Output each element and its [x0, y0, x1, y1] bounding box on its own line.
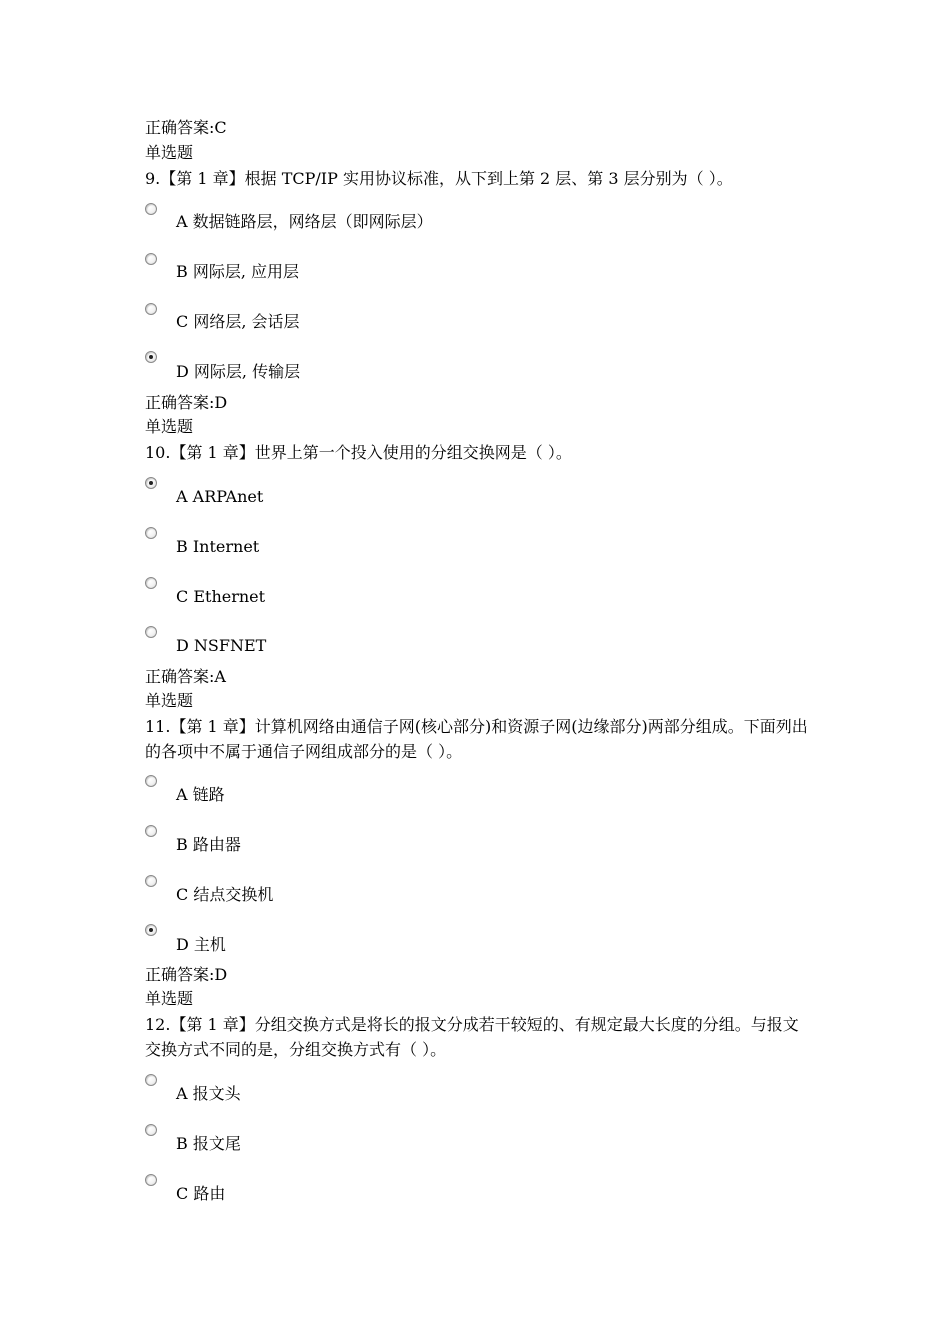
option-radio-12c[interactable] — [145, 1174, 157, 1186]
option-label-12b: B 报文尾 — [176, 1134, 241, 1153]
option-label-9a: A 数据链路层，网络层（即网际层） — [176, 212, 433, 231]
correct-answer-11: 正确答案:D — [145, 965, 228, 984]
question-12-text: 12.【第 1 章】分组交换方式是将长的报文分成若干较短的、有规定最大长度的分组。与报文交换方式不同的是，分组交换方式有（ ）。 — [145, 1015, 799, 1059]
option-radio-11c[interactable] — [145, 875, 157, 887]
option-label-10b: B Internet — [176, 537, 260, 556]
option-label-10c: C Ethernet — [176, 587, 266, 606]
option-label-12a: A 报文头 — [176, 1084, 241, 1103]
option-label-10d: D NSFNET — [176, 636, 267, 655]
option-radio-9c[interactable] — [145, 303, 157, 315]
option-radio-11a[interactable] — [145, 775, 157, 787]
option-label-11d: D 主机 — [176, 935, 226, 954]
option-label-9b: B 网际层, 应用层 — [176, 262, 300, 281]
option-radio-9b[interactable] — [145, 253, 157, 265]
option-radio-10d[interactable] — [145, 626, 157, 638]
option-radio-10a[interactable] — [145, 477, 157, 489]
option-radio-10b[interactable] — [145, 527, 157, 539]
correct-answer-10: 正确答案:A — [145, 667, 226, 686]
correct-answer-previous: 正确答案:C — [145, 118, 227, 137]
question-type-label: 单选题 — [145, 143, 194, 162]
option-radio-11b[interactable] — [145, 825, 157, 837]
option-radio-12b[interactable] — [145, 1124, 157, 1136]
question-11-text: 11.【第 1 章】计算机网络由通信子网(核心部分)和资源子网(边缘部分)两部分组成。下面列出的各项中不属于通信子网组成部分的是（ ）。 — [145, 717, 808, 761]
option-label-11b: B 路由器 — [176, 835, 241, 854]
question-9-text: 9.【第 1 章】根据 TCP/IP 实用协议标准，从下到上第 2 层、第 3 层分别为（ ）。 — [145, 169, 733, 188]
question-type-label: 单选题 — [145, 989, 194, 1008]
option-radio-12a[interactable] — [145, 1074, 157, 1086]
correct-answer-9: 正确答案:D — [145, 393, 228, 412]
option-radio-9a[interactable] — [145, 203, 157, 215]
option-radio-9d[interactable] — [145, 351, 157, 363]
option-label-11c: C 结点交换机 — [176, 885, 274, 904]
question-10-text: 10.【第 1 章】世界上第一个投入使用的分组交换网是（ ）。 — [145, 443, 572, 462]
option-label-12c: C 路由 — [176, 1184, 226, 1203]
option-label-10a: A ARPAnet — [176, 487, 264, 506]
question-type-label: 单选题 — [145, 691, 194, 710]
question-type-label: 单选题 — [145, 417, 194, 436]
option-label-11a: A 链路 — [176, 785, 225, 804]
option-label-9c: C 网络层, 会话层 — [176, 312, 300, 331]
option-radio-11d[interactable] — [145, 924, 157, 936]
option-radio-10c[interactable] — [145, 577, 157, 589]
option-label-9d: D 网际层, 传输层 — [176, 362, 301, 381]
